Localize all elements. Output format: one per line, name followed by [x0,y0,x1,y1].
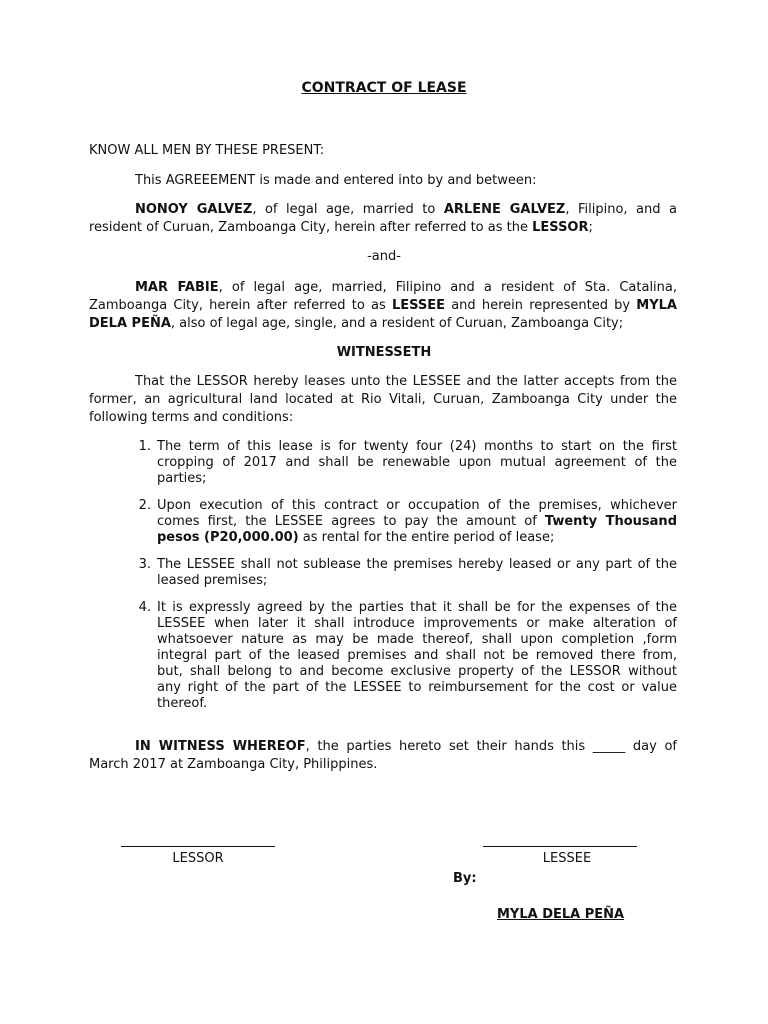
term-line: thereof. [157,696,208,711]
term-line: LESSEE when later it shall introduce improvements or make alteration of [157,616,677,631]
lessor-name: NONOY GALVEZ [135,202,253,217]
representative-name: DELA PEÑA [89,316,171,331]
lessor-text: , Filipino, and a [565,202,677,217]
lessor-text: , of legal age, married to [252,202,444,217]
lessor-role: LESSOR [532,220,589,235]
lessee-paragraph [89,280,677,332]
term-line: integral part of the leased premises and shall not be removed there from, [157,648,677,663]
lessor-signature-line [121,846,275,847]
term-item [157,557,677,589]
lease-paragraph [89,374,677,426]
lessee-text: , of legal age, married, Filipino and a resident of Sta. Catalina, [218,280,678,295]
term-number: 4. [138,600,151,615]
and-separator: -and- [367,249,401,264]
lessee-text: and herein represented by [445,298,637,313]
term-line: whatsoever nature as may be made thereof, shall upon completion ,form [157,632,677,647]
lessee-name: MAR FABIE [135,280,219,295]
term-line: leased premises; [157,573,268,588]
lessor-spouse: ARLENE GALVEZ [443,202,566,217]
term-line: It is expressly agreed by the parties that it shall be for the expenses of the [157,600,677,615]
lessor-text: resident of Curuan, Zamboanga City, herein after referred to as the [89,220,533,235]
witness-text: March 2017 at Zamboanga City, Philippines. [89,757,378,772]
lessor-signature-label: LESSOR [172,851,224,866]
term-number: 2. [138,498,151,513]
lessor-text: ; [588,220,593,235]
term-line: comes first, the LESSEE agrees to pay the amount of [157,514,545,529]
preamble-heading: KNOW ALL MEN BY THESE PRESENT: [89,143,325,158]
by-label: By: [453,871,477,886]
term-line: Upon execution of this contract or occupation of the premises, whichever [157,498,677,513]
witness-clause [89,739,677,773]
term-item [157,439,677,487]
lessee-signature-line [483,846,637,847]
term-item [157,498,677,546]
document-title: CONTRACT OF LEASE [301,80,467,96]
lessee-text: , also of legal age, single, and a resident of Curuan, Zamboanga City; [170,316,624,331]
witness-text: , the parties hereto set their hands this _____ day of [305,739,677,754]
intro-line: This AGREEEMENT is made and entered into by and between: [135,173,537,188]
term-line: The term of this lease is for twenty four (24) months to start on the first [157,439,677,454]
term-line: The LESSEE shall not sublease the premises hereby leased or any part of the [157,557,677,572]
term-item [157,600,677,712]
rental-amount: Twenty Thousand [544,514,677,529]
term-number: 3. [138,557,151,572]
representative-name: MYLA [636,298,677,313]
lease-line: former, an agricultural land located at Rio Vitali, Curuan, Zamboanga City under the [89,392,677,407]
term-line: but, shall belong to and become exclusive property of the LESSOR without [157,664,677,679]
lease-line: That the LESSOR hereby leases unto the LESSEE and the latter accepts from the [135,374,677,389]
lease-line: following terms and conditions: [89,410,294,425]
rental-amount: pesos (P20,000.00) [157,530,299,545]
lessee-role: LESSEE [391,298,446,313]
representative-signature-name: MYLA DELA PEÑA [497,907,625,922]
term-line: as rental for the entire period of lease; [298,530,555,545]
term-line: cropping of 2017 and shall be renewable upon mutual agreement of the [157,455,677,470]
lessor-paragraph [89,202,677,236]
lessee-text: Zamboanga City, herein after referred to as [89,298,392,313]
term-line: any right of the part of the LESSEE to reimbursement for the cost or value [157,680,677,695]
term-line: parties; [157,471,207,486]
term-number: 1. [138,439,151,454]
lessee-signature-label: LESSEE [542,851,592,866]
witness-heading: IN WITNESS WHEREOF [135,739,306,754]
witnesseth-heading: WITNESSETH [336,345,432,360]
